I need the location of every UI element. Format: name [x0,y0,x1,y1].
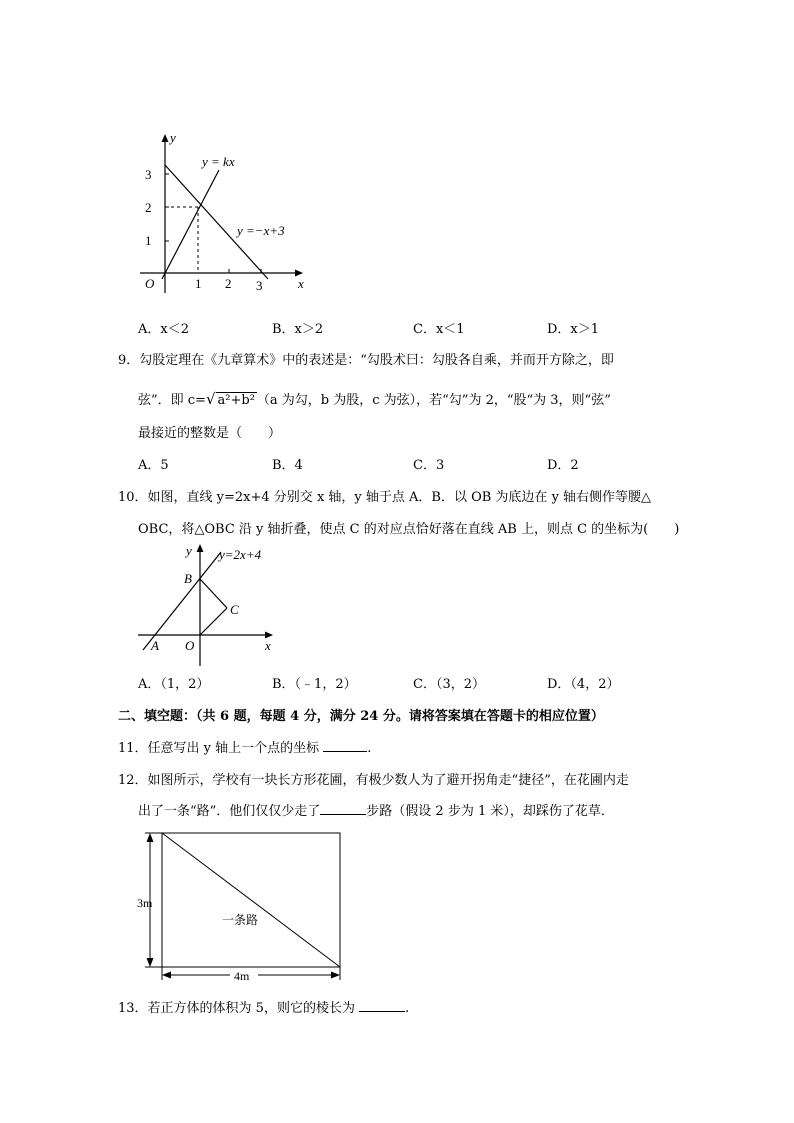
q8-ytick-2: 2 [145,200,152,215]
q8-x-label: x [298,276,304,291]
q9-option-d: D．2 [547,458,579,473]
q9-line-2-suffix: （a 为勾，b 为股，c 为弦），若“勾”为 2，“股“为 3，则“弦” [256,393,611,408]
q12-figure [135,828,350,988]
q13-answer-blank[interactable] [359,1011,405,1012]
q9-option-a: A．5 [138,458,169,473]
q8-option-c: C．x＜1 [413,322,465,337]
q13-end: . [405,1001,410,1016]
q8-y-arrow [162,134,169,142]
label-y-equals-kx: y = kx [202,154,235,169]
height-label: 3m [137,896,153,910]
height-arrow-top [147,833,154,842]
q8-ytick-3: 3 [145,167,152,182]
q12-line-2-suffix: 步路（假设 2 步为 1 米），却踩伤了花草． [366,804,614,819]
segment-bc [200,579,227,608]
q8-xtick-3: 3 [256,278,263,293]
q9-line-2-prefix: 弦”．即 c= [138,393,206,408]
point-c-label: C [230,602,239,617]
q11-answer-blank[interactable] [323,751,367,752]
q8-option-b: B．x＞2 [272,322,324,337]
q10-option-b: B．（﹣1，2） [272,677,357,692]
q12-line-2 [138,803,614,821]
segment-oc [200,608,227,635]
q8-option-d: D．x＞1 [547,322,600,337]
q10-option-c: C．（3，2） [413,677,485,692]
q8-y-label: y [170,130,176,145]
width-label: 4m [234,969,250,983]
q10-eq-label: y=2x+4 [219,547,262,562]
label-y-equals-neg-x-plus-3: y =−x+3 [237,223,285,238]
q10-y-arrow [197,544,204,552]
point-b-label: B [184,571,192,586]
q10-y-label: y [186,543,192,558]
q13-text: 13．若正方体的体积为 5，则它的棱长为 [118,1001,355,1016]
width-arrow-left [162,972,171,979]
q8-origin-label: O [145,276,155,291]
point-a-label: A [151,638,159,653]
q12-answer-blank[interactable] [320,814,366,815]
q8-graph [135,128,315,298]
q8-xtick-1: 1 [195,276,202,291]
shortcut-path [162,833,340,967]
q11-text: 11．任意写出 y 轴上一个点的坐标 [118,741,320,756]
q12-line-1: 12．如图所示，学校有一块长方形花圃，有极少数人为了避开拐角走“捷径”，在花圃内走 [118,773,629,788]
q12-line-2-prefix: 出了一条“路”．他们仅仅少走了 [138,804,321,819]
q10-line-1: 10．如图，直线 y=2x+4 分别交 x 轴，y 轴于点 A．B．以 OB 为底边在 y 轴右侧作等腰△ [118,490,652,505]
width-arrow-right [331,972,340,979]
q10-origin-label: O [185,638,195,653]
q8-option-a: A．x＜2 [138,322,189,337]
q9-line-3: 最接近的整数是（ ） [138,426,282,441]
q8-ytick-1: 1 [145,233,152,248]
q9-sqrt-radicand: a²+b² [217,393,255,408]
section-heading-fill-in: 二、填空题：（共 6 题，每题 4 分，满分 24 分。请将答案填在答题卡的相应位置） [118,709,604,724]
q10-line-2: OBC，将△OBC 沿 y 轴折叠，使点 C 的对应点恰好落在直线 AB 上，则点 C 的坐标为( ) [138,522,680,537]
height-arrow-bottom [147,958,154,967]
q9-option-c: C．3 [413,458,445,473]
q9-line-2 [138,390,611,410]
q11 [118,740,371,758]
q11-end: . [367,741,372,756]
q10-option-a: A．（1，2） [138,677,210,692]
line-y-equals-kx [162,170,219,279]
line-y-equals-neg-x-plus-3 [165,165,268,279]
q13 [118,1000,409,1018]
q10-graph [135,540,285,670]
q10-x-label: x [265,638,271,653]
path-label: 一条路 [222,913,259,927]
q8-xtick-2: 2 [225,276,232,291]
q9-line-1: 9．勾股定理在《九章算术》中的表述是：“勾股术曰：勾股各自乘，并而开方除之，即 [118,353,614,368]
q9-option-b: B．4 [272,458,303,473]
q10-option-d: D．（4，2） [547,677,620,692]
sqrt-sign: √ [205,390,216,408]
